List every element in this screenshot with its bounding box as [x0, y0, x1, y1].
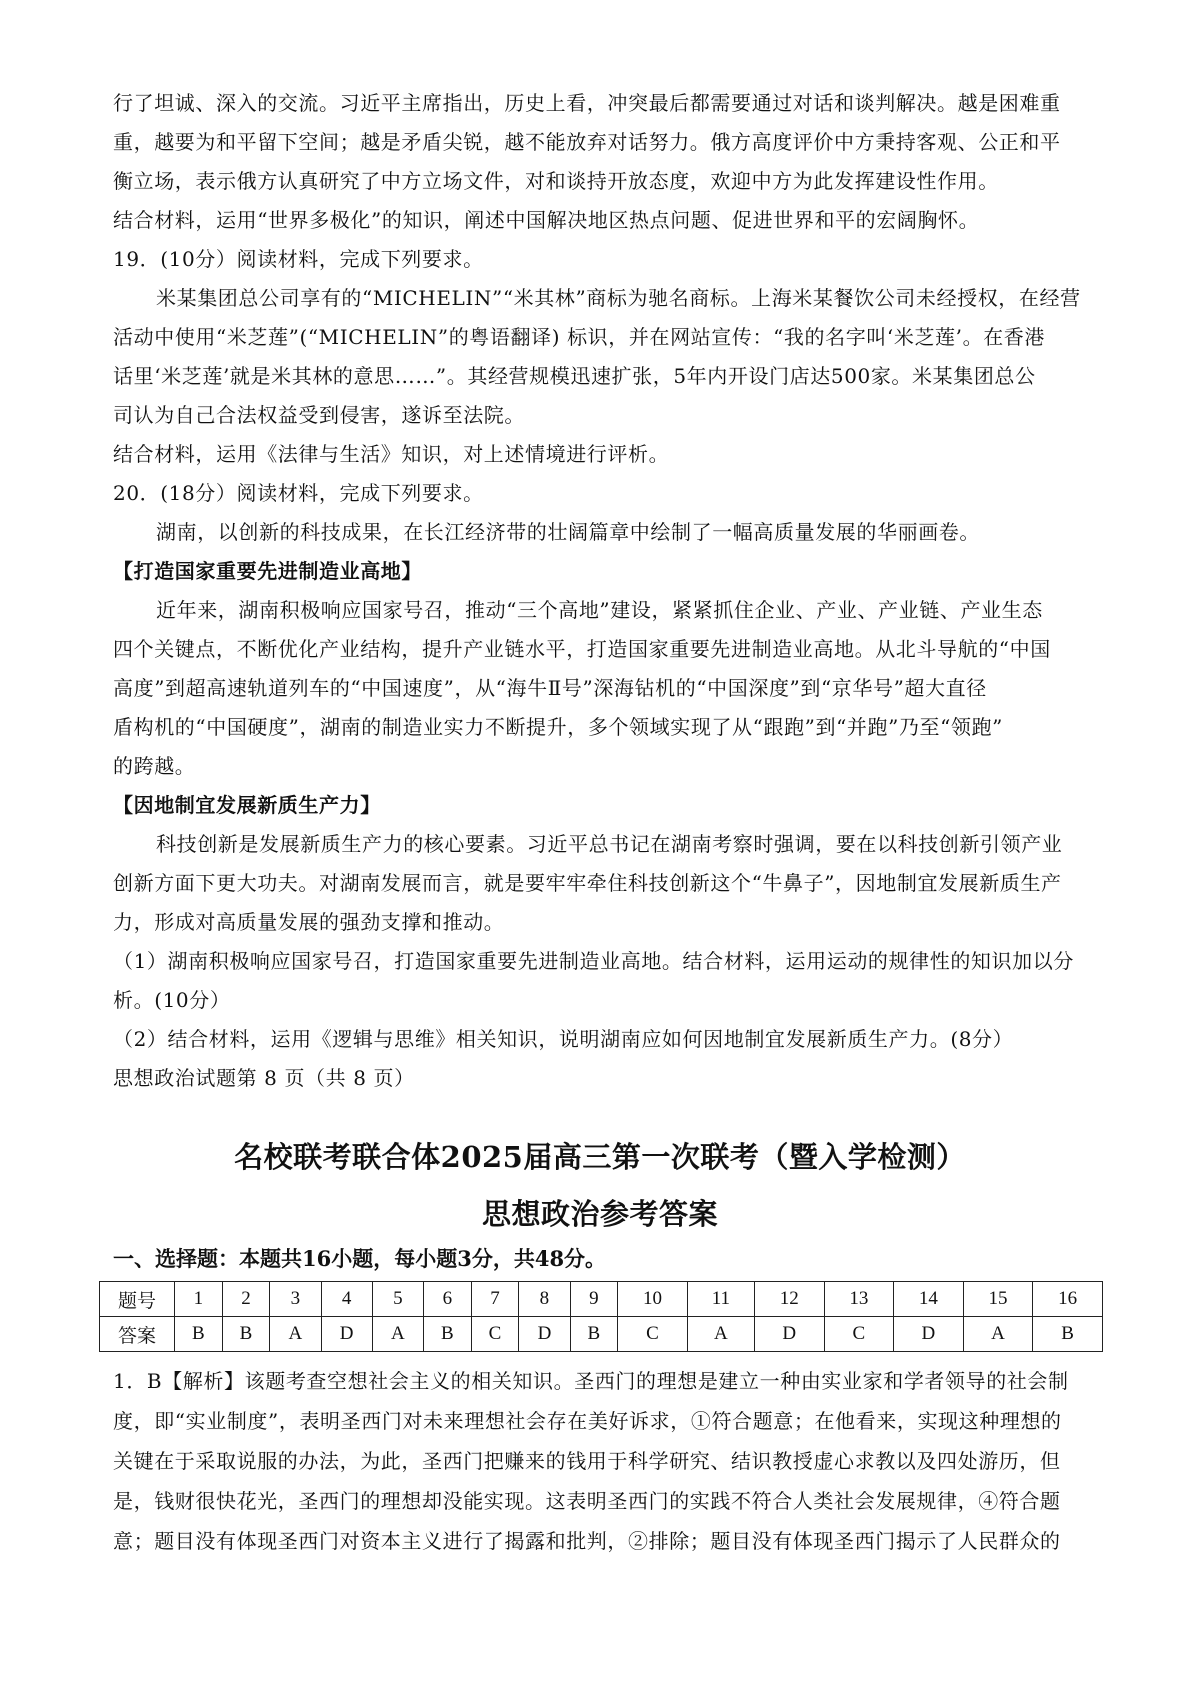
explanation-line: 度，即“实业制度”，表明圣西门对未来理想社会存在美好诉求，①符合题意；在他看来，实现这种理想的	[113, 1409, 1062, 1433]
q20-intro: 湖南，以创新的科技成果，在长江经济带的壮阔篇章中绘制了一幅高质量发展的华丽画卷。	[156, 520, 980, 544]
q19-header: 19．(10分）阅读材料，完成下列要求。	[113, 247, 484, 271]
q19-material-line: 活动中使用“米芝莲”(“MICHELIN”的粤语翻译) 标识，并在网站宣传：“我的名字叫‘米芝莲’。在香港	[113, 325, 1046, 349]
table-cell-answer: A	[372, 1317, 423, 1352]
table-cell-answer: B	[222, 1317, 270, 1352]
q18-material-line: 衡立场，表示俄方认真研究了中方立场文件，对和谈持开放态度，欢迎中方为此发挥建设性作用。	[113, 169, 999, 193]
table-cell-number: 8	[519, 1282, 570, 1317]
table-cell-number: 12	[754, 1282, 824, 1317]
table-header-cell: 题号	[100, 1282, 175, 1317]
q20-section1-line: 四个关键点，不断优化产业结构，提升产业链水平，打造国家重要先进制造业高地。从北斗导航的“中国	[113, 637, 1051, 661]
table-cell-number: 15	[963, 1282, 1033, 1317]
answer-subtitle: 思想政治参考答案	[481, 1197, 718, 1231]
q20-sub1-line: （1）湖南积极响应国家号召，打造国家重要先进制造业高地。结合材料，运用运动的规律性的知识加以分	[113, 949, 1074, 973]
table-row-numbers	[100, 1282, 1103, 1317]
table-cell-answer: D	[894, 1317, 964, 1352]
q18-material-line: 重，越要为和平留下空间；越是矛盾尖锐，越不能放弃对话努力。俄方高度评价中方秉持客观、公正和平	[113, 130, 1061, 154]
table-cell-answer: C	[618, 1317, 688, 1352]
q20-section2-title: 【因地制宜发展新质生产力】	[113, 793, 381, 817]
table-cell-number: 3	[270, 1282, 321, 1317]
q20-section1-title: 【打造国家重要先进制造业高地】	[113, 559, 422, 583]
choice-section-title: 一、选择题：本题共16小题，每小题3分，共48分。	[113, 1246, 607, 1271]
table-cell-answer: D	[321, 1317, 372, 1352]
explanation-line: 关键在于采取说服的办法，为此，圣西门把赚来的钱用于科学研究、结识教授虚心求教以及四处游历，但	[113, 1449, 1061, 1473]
q20-section2-line: 创新方面下更大功夫。对湖南发展而言，就是要牢牢牵住科技创新这个“牛鼻子”，因地制宜发展新质生产	[113, 871, 1062, 895]
q20-section1-line: 高度”到超高速轨道列车的“中国速度”，从“海牛Ⅱ号”深海钻机的“中国深度”到“京华号”超大直径	[113, 676, 987, 700]
table-cell-number: 11	[687, 1282, 754, 1317]
q20-section1-line: 盾构机的“中国硬度”，湖南的制造业实力不断提升，多个领域实现了从“跟跑”到“并跑”乃至“领跑”	[113, 715, 1003, 739]
table-cell-answer: B	[175, 1317, 223, 1352]
table-header-cell: 答案	[100, 1317, 175, 1352]
answer-title: 名校联考联合体2025届高三第一次联考（暨入学检测）	[234, 1140, 966, 1174]
q20-section1-line: 近年来，湖南积极响应国家号召，推动“三个高地”建设，紧紧抓住企业、产业、产业链、产业生态	[156, 598, 1043, 622]
q20-section2-line: 科技创新是发展新质生产力的核心要素。习近平总书记在湖南考察时强调，要在以科技创新引领产业	[156, 832, 1063, 856]
table-cell-answer: B	[1033, 1317, 1103, 1352]
table-cell-answer: A	[687, 1317, 754, 1352]
q20-sub1-line: 析。(10分）	[113, 988, 231, 1012]
table-cell-number: 9	[570, 1282, 618, 1317]
table-cell-number: 4	[321, 1282, 372, 1317]
table-cell-number: 2	[222, 1282, 270, 1317]
table-cell-answer: C	[471, 1317, 519, 1352]
q19-material-line: 司认为自己合法权益受到侵害，遂诉至法院。	[113, 403, 525, 427]
table-cell-answer: A	[270, 1317, 321, 1352]
table-cell-answer: D	[519, 1317, 570, 1352]
q20-sub2: （2）结合材料，运用《逻辑与思维》相关知识，说明湖南应如何因地制宜发展新质生产力。(8分）	[113, 1027, 1014, 1051]
table-cell-number: 14	[894, 1282, 964, 1317]
q20-header: 20．(18分）阅读材料，完成下列要求。	[113, 481, 484, 505]
q20-section2-line: 力，形成对高质量发展的强劲支撑和推动。	[113, 910, 505, 934]
table-row-answers	[100, 1317, 1103, 1352]
table-cell-number: 16	[1033, 1282, 1103, 1317]
page-footer: 思想政治试题第 8 页（共 8 页）	[113, 1066, 415, 1090]
q18-material-line: 行了坦诚、深入的交流。习近平主席指出，历史上看，冲突最后都需要通过对话和谈判解决。越是困难重	[113, 91, 1061, 115]
table-cell-number: 5	[372, 1282, 423, 1317]
q18-task: 结合材料，运用“世界多极化”的知识，阐述中国解决地区热点问题、促进世界和平的宏阔胸怀。	[113, 208, 980, 232]
table-cell-number: 1	[175, 1282, 223, 1317]
table-cell-answer: B	[424, 1317, 472, 1352]
table-cell-number: 7	[471, 1282, 519, 1317]
table-cell-answer: A	[963, 1317, 1033, 1352]
table-cell-number: 10	[618, 1282, 688, 1317]
table-cell-number: 6	[424, 1282, 472, 1317]
table-cell-answer: C	[824, 1317, 894, 1352]
explanation-line: 1．B【解析】该题考查空想社会主义的相关知识。圣西门的理想是建立一种由实业家和学者领导的社会制	[113, 1369, 1069, 1393]
table-cell-answer: D	[754, 1317, 824, 1352]
explanation-line: 意；题目没有体现圣西门对资本主义进行了揭露和批判，②排除；题目没有体现圣西门揭示了人民群众的	[113, 1529, 1061, 1553]
q19-task: 结合材料，运用《法律与生活》知识，对上述情境进行评析。	[113, 442, 670, 466]
explanation-line: 是，钱财很快花光，圣西门的理想却没能实现。这表明圣西门的实践不符合人类社会发展规律，④符合题	[113, 1489, 1061, 1513]
table-cell-answer: B	[570, 1317, 618, 1352]
answer-table	[99, 1281, 1103, 1352]
q19-material-line: 米某集团总公司享有的“MICHELIN”“米其林”商标为驰名商标。上海米某餐饮公司未经授权，在经营	[156, 286, 1081, 310]
q19-material-line: 话里‘米芝莲’就是米其林的意思……”。其经营规模迅速扩张，5年内开设门店达500家。米某集团总公	[113, 364, 1036, 388]
q20-section1-line: 的跨越。	[113, 754, 196, 778]
table-cell-number: 13	[824, 1282, 894, 1317]
